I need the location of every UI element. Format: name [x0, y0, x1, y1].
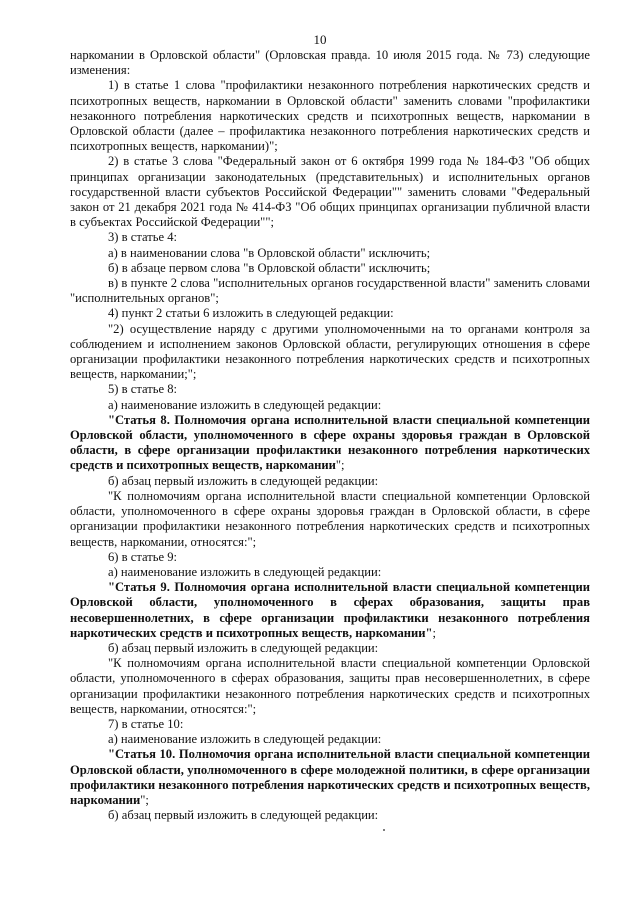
- paragraph: [70, 398, 590, 413]
- paragraph: [70, 230, 590, 245]
- paragraph-text: б) абзац первый изложить в следующей редакции:: [108, 640, 379, 655]
- paragraph-text: "2) осуществление наряду с другими уполномоченными на то органами контроля за соблюдением и исполнением законов Орловской области, регулирующих отношения в сфере организации профилактики незаконного потребления наркотических средств и психотропных веществ, наркомании;";: [70, 321, 590, 382]
- paragraph: [70, 322, 590, 383]
- paragraph: [70, 382, 590, 397]
- paragraph: [70, 261, 590, 276]
- paragraph-tail: ";: [335, 458, 345, 473]
- article-heading-paragraph: [70, 413, 590, 474]
- paragraph: [70, 489, 590, 550]
- paragraph-text: "Статья 10. Полномочия органа исполнительной власти специальной компетенции Орловской области, уполномоченного в сфере молодежной политики, в сфере организации профилактики незаконного потребления наркотических средств и психотропных веществ, наркомании: [70, 747, 590, 807]
- paragraph: [70, 246, 590, 261]
- paragraph-text: б) абзац первый изложить в следующей редакции:: [108, 473, 379, 488]
- paragraph-tail: ";: [140, 792, 149, 807]
- paragraph-text: 6) в статье 9:: [108, 549, 178, 564]
- article-heading-paragraph: [70, 747, 590, 808]
- paragraph-text: б) в абзаце первом слова "в Орловской области" исключить;: [108, 260, 431, 275]
- paragraph-text: б) абзац первый изложить в следующей редакции:: [108, 808, 379, 823]
- paragraph-text: 1) в статье 1 слова "профилактики незаконного потребления наркотических средств и психотропных веществ, наркомании в Орловской области" заменить словами "профилактики незаконного потребления наркотических средств и психотропных веществ, наркомании в Орловской области (далее – профилактика незаконного потребления наркотических средств и психотропных веществ, наркомании)";: [70, 78, 590, 154]
- paragraph: [70, 717, 590, 732]
- paragraph-text: 3) в статье 4:: [108, 230, 178, 245]
- paragraph: [70, 732, 590, 747]
- scan-speck: [383, 829, 385, 831]
- paragraph-text: 2) в статье 3 слова "Федеральный закон от 6 октября 1999 года № 184-ФЗ "Об общих принципах организации законодательных (представительных) и исполнительных органов государственной власти субъектов Российской Федерации"" заменить словами "Федеральный закон от 21 декабря 2021 года № 414-ФЗ "Об общих принципах организации публичной власти в субъектах Российской Федерации"";: [70, 154, 590, 230]
- paragraph-text: а) в наименовании слова "в Орловской области" исключить;: [108, 245, 431, 260]
- paragraph: [70, 154, 590, 230]
- paragraph-text: 4) пункт 2 статьи 6 изложить в следующей редакции:: [108, 306, 394, 321]
- paragraph: [70, 474, 590, 489]
- paragraph: [70, 656, 590, 717]
- document-body: [70, 48, 590, 823]
- paragraph: [70, 276, 590, 306]
- paragraph-text: наркомании в Орловской области" (Орловская правда. 10 июля 2015 года. № 73) следующие изменения:: [70, 48, 590, 78]
- paragraph: [70, 78, 590, 154]
- paragraph-text: а) наименование изложить в следующей редакции:: [108, 397, 382, 412]
- paragraph-text: "Статья 8. Полномочия органа исполнительной власти специальной компетенции Орловской области, уполномоченного в сфере охраны здоровья граждан в Орловской области, в сфере организации профилактики незаконного потребления наркотических средств и психотропных веществ, наркомании: [70, 412, 590, 473]
- paragraph: [70, 565, 590, 580]
- paragraph: [70, 48, 590, 78]
- paragraph-tail: ;: [432, 625, 437, 640]
- paragraph-text: 5) в статье 8:: [108, 382, 178, 397]
- page-number: 10: [313, 32, 327, 47]
- paragraph-text: 7) в статье 10:: [108, 716, 184, 731]
- paragraph-text: в) в пункте 2 слова "исполнительных органов государственной власти" заменить словами "исполнительных органов";: [70, 276, 590, 306]
- paragraph: [70, 306, 590, 321]
- paragraph-text: "К полномочиям органа исполнительной власти специальной компетенции Орловской области, уполномоченного в сфере охраны здоровья граждан в Орловской области, в сфере организации профилактики незаконного потребления наркотических средств и психотропных веществ, наркомании, относятся:";: [70, 488, 590, 549]
- paragraph-text: а) наименование изложить в следующей редакции:: [108, 564, 382, 579]
- article-heading-paragraph: [70, 580, 590, 641]
- paragraph-text: "Статья 9. Полномочия органа исполнительной власти специальной компетенции Орловской области, уполномоченного в сферах образования, защиты прав несовершеннолетних, в сфере организации профилактики незаконного потребления наркотических средств и психотропных веществ, наркомании": [70, 580, 590, 640]
- paragraph: [70, 550, 590, 565]
- paragraph: [70, 808, 590, 823]
- paragraph-text: а) наименование изложить в следующей редакции:: [108, 732, 382, 747]
- paragraph: [70, 641, 590, 656]
- paragraph-text: "К полномочиям органа исполнительной власти специальной компетенции Орловской области, уполномоченного в сферах образования, защиты прав несовершеннолетних, в сфере организации профилактики незаконного потребления наркотических средств и психотропных веществ, наркомании, относятся:";: [70, 656, 590, 716]
